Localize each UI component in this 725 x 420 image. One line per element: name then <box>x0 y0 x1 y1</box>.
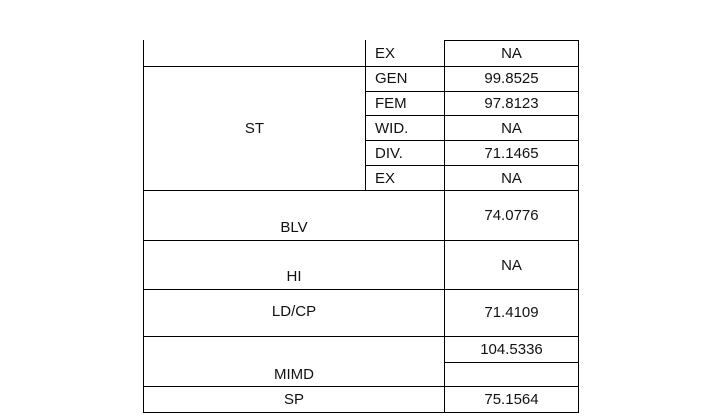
group-label-st: ST <box>244 120 265 137</box>
row-line-blv-end <box>143 240 578 241</box>
block-label-blv: BLV <box>280 219 308 236</box>
block-value-blv: 74.0776 <box>484 207 539 224</box>
block-label-mimd: MIMD <box>274 366 314 383</box>
row-line-mimd-mid <box>444 362 578 363</box>
row-line-top <box>444 40 578 41</box>
sub-label-gen: GEN <box>375 70 408 87</box>
sub-label-ex: EX <box>375 170 396 187</box>
row-line-hi-end <box>143 289 578 290</box>
sub-label-ex-top: EX <box>375 45 396 62</box>
block-label-ldcp: LD/CP <box>271 303 317 320</box>
row-line-ldcp-end <box>143 336 578 337</box>
value-gen: 99.8525 <box>484 70 539 87</box>
sub-label-wid: WID. <box>375 120 409 137</box>
block-value-ldcp: 71.4109 <box>484 304 539 321</box>
value-ex-top: NA <box>501 45 522 62</box>
row-line-wid-div <box>365 140 578 141</box>
row-line-st-start <box>143 66 578 67</box>
block-label-sp: SP <box>283 391 304 408</box>
value-ex: NA <box>501 170 522 187</box>
row-line-fem-wid <box>365 115 578 116</box>
row-line-gen-fem <box>365 91 578 92</box>
block-value-sp: 75.1564 <box>484 391 539 408</box>
row-line-st-end <box>143 190 578 191</box>
row-line-mimd-end <box>143 386 578 387</box>
table-right-border <box>578 40 579 413</box>
value-div: 71.1465 <box>484 145 539 162</box>
value-fem: 97.8123 <box>484 95 539 112</box>
block-label-hi: HI <box>286 268 302 285</box>
block-value-mimd: 104.5336 <box>480 341 543 358</box>
row-line-div-ex <box>365 165 578 166</box>
sub-label-div: DIV. <box>375 145 403 162</box>
value-wid: NA <box>501 120 522 137</box>
sub-label-fem: FEM <box>375 95 407 112</box>
block-value-hi: NA <box>501 257 522 274</box>
row-line-bottom <box>143 412 578 413</box>
